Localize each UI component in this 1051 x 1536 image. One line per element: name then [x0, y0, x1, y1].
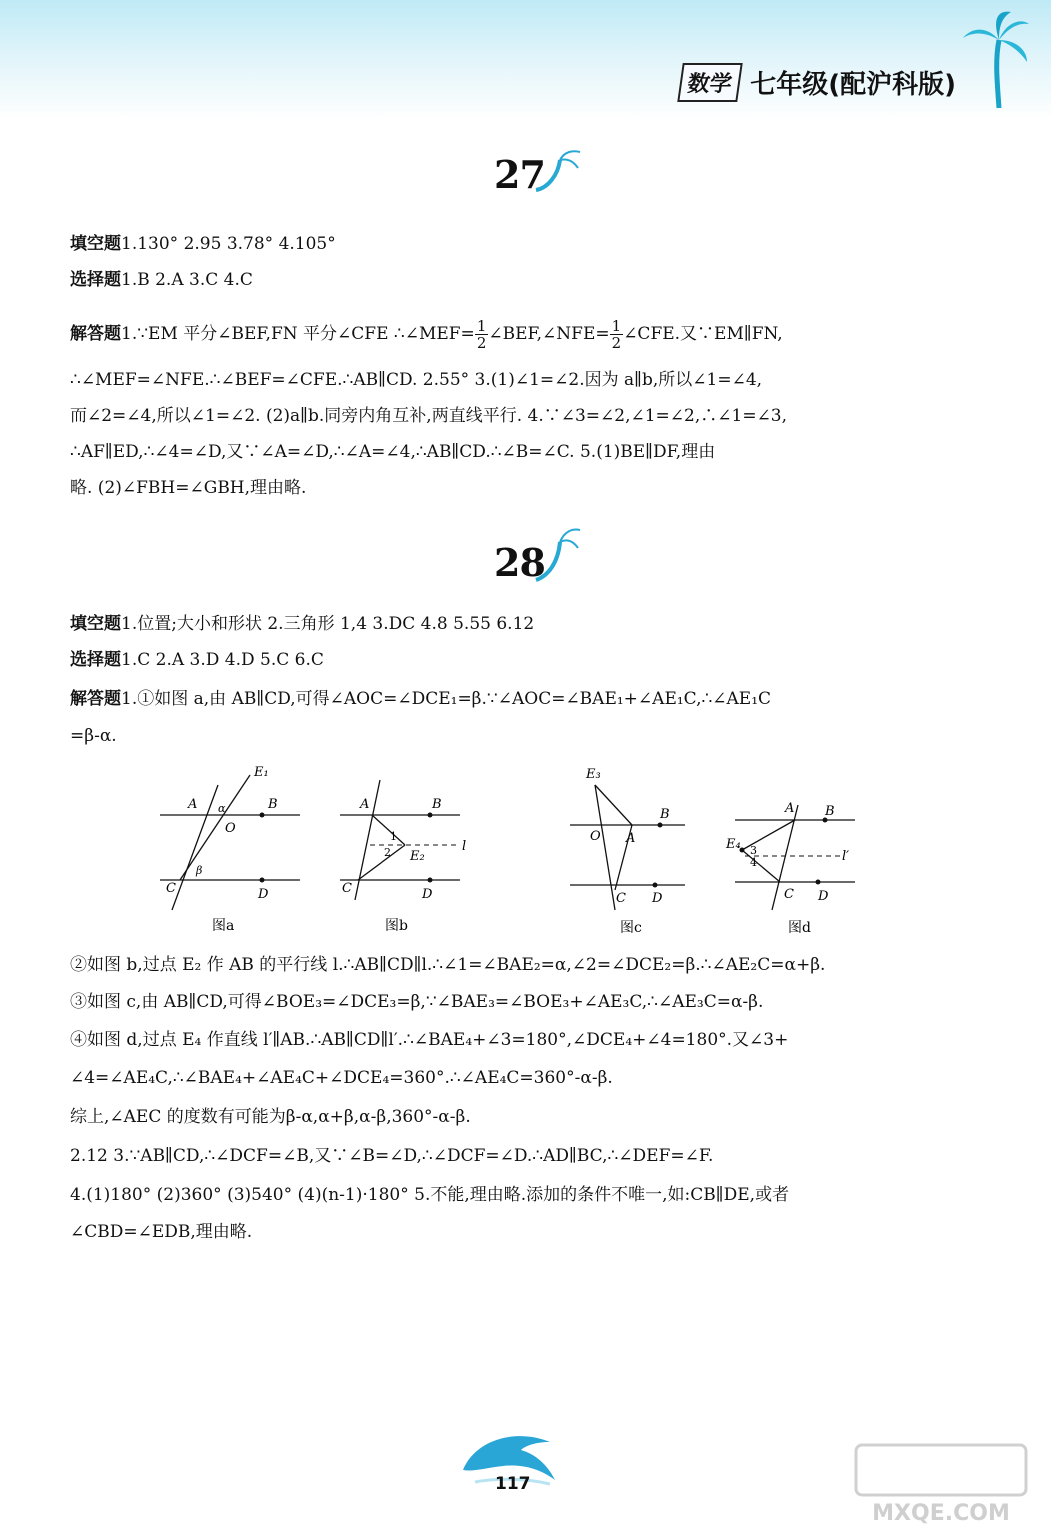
label-O: O	[590, 829, 601, 844]
label-A: A	[626, 831, 636, 846]
caption-fig-c: 图c	[620, 920, 642, 936]
label-B: B	[268, 797, 278, 812]
caption-fig-a: 图a	[212, 918, 235, 934]
swoosh-icon	[528, 518, 588, 588]
palm-tree-icon	[961, 10, 1031, 110]
subject-label: 数学	[677, 63, 742, 102]
label-D: D	[422, 887, 433, 902]
label-2: 2	[384, 846, 391, 859]
s27-answer-line-3: 而∠2=∠4,所以∠1=∠2. (2)a∥b.同旁内角互补,两直线平行. 4.∵∠3=∠2,∠1=∠2,∴∠1=∠3,	[70, 406, 788, 426]
label-D: D	[258, 887, 269, 902]
s28-answer-line-8: 2.12 3.∵AB∥CD,∴∠DCF=∠B,又∵∠B=∠D,∴∠DCF=∠D.∴AD∥BC,∴∠DEF=∠F.	[70, 1146, 714, 1166]
watermark-text: MXQE.COM	[872, 1501, 1010, 1526]
figure-c	[570, 767, 685, 936]
swoosh-icon	[528, 140, 588, 200]
figure-a	[160, 765, 300, 934]
label-B: B	[432, 797, 442, 812]
figure-b	[340, 780, 466, 934]
s28-answer-line-6: ∠4=∠AE₄C,∴∠BAE₄+∠AE₄C+∠DCE₄=360°.∴∠AE₄C=360°-α-β.	[70, 1068, 613, 1088]
s28-choice: 选择题1.C 2.A 3.D 4.D 5.C 6.C	[70, 650, 324, 670]
label-C: C	[166, 881, 176, 896]
label-E4: E₄	[726, 837, 741, 852]
s28-answer-line-7: 综上,∠AEC 的度数有可能为β-α,α+β,α-β,360°-α-β.	[70, 1107, 471, 1127]
label-O: O	[225, 821, 236, 836]
watermark-logo	[851, 1440, 1031, 1530]
label-A: A	[360, 797, 370, 812]
grade-edition-label: 七年级(配沪科版)	[750, 69, 956, 100]
book-header	[680, 62, 956, 102]
label-l-prime: l′	[842, 849, 850, 864]
s28-answer-line-4: ③如图 c,由 AB∥CD,可得∠BOE₃=∠DCE₃=β,∵∠BAE₃=∠BOE₃+∠AE₃C,∴∠AE₃C=α-β.	[70, 992, 764, 1012]
label-E3: E₃	[586, 767, 601, 782]
s27-answer-line-2: ∴∠MEF=∠NFE.∴∠BEF=∠CFE.∴AB∥CD. 2.55° 3.(1)∠1=∠2.因为 a∥b,所以∠1=∠4,	[70, 370, 763, 390]
label-C: C	[616, 891, 626, 906]
s28-answer-line-2: =β-α.	[70, 726, 117, 746]
s27-answer-line-4: ∴AF∥ED,∴∠4=∠D,又∵∠A=∠D,∴∠A=∠4,∴AB∥CD.∴∠B=∠C. 5.(1)BE∥DF,理由	[70, 442, 716, 462]
section-number-27: 27	[494, 152, 545, 197]
s28-answer-line-1: 解答题1.①如图 a,由 AB∥CD,可得∠AOC=∠DCE₁=β.∵∠AOC=∠BAE₁+∠AE₁C,∴∠AE₁C	[70, 689, 772, 709]
label-C: C	[784, 887, 794, 902]
page-number: 117	[495, 1474, 531, 1494]
s28-answer-line-10: ∠CBD=∠EDB,理由略.	[70, 1222, 253, 1242]
label-beta: β	[196, 864, 203, 877]
label-4: 4	[750, 856, 757, 869]
s27-answer-line-5: 略. (2)∠FBH=∠GBH,理由略.	[70, 478, 307, 498]
label-3: 3	[750, 844, 757, 857]
label-B: B	[825, 804, 835, 819]
label-l: l	[462, 839, 467, 854]
s28-fill-blank: 填空题1.位置;大小和形状 2.三角形 1,4 3.DC 4.8 5.55 6.12	[70, 614, 535, 634]
label-E1: E₁	[254, 765, 269, 780]
s28-answer-line-3: ②如图 b,过点 E₂ 作 AB 的平行线 l.∴AB∥CD∥l.∴∠1=∠BAE₂=α,∠2=∠DCE₂=β.∴∠AE₂C=α+β.	[70, 955, 826, 975]
fraction-half: $\frac{1}{2}$	[476, 317, 487, 352]
geometry-figures	[150, 760, 870, 940]
label-C: C	[342, 881, 352, 896]
label-A: A	[188, 797, 198, 812]
s27-answer-line-1: 解答题1.∵EM 平分∠BEF,FN 平分∠CFE ∴∠MEF= $\frac{1}{2}$ ∠BEF,∠NFE= $\frac{1}{2}$ ∠CFE.又∵EM∥FN,	[70, 317, 783, 352]
label-D: D	[652, 891, 663, 906]
header-band	[0, 0, 1051, 120]
label-E2: E₂	[410, 849, 425, 864]
caption-fig-d: 图d	[788, 920, 811, 936]
figure-d	[725, 801, 855, 936]
label-B: B	[660, 807, 670, 822]
s27-fill-blank: 填空题1.130° 2.95 3.78° 4.105°	[70, 234, 336, 254]
caption-fig-b: 图b	[385, 918, 408, 934]
label-D: D	[818, 889, 829, 904]
label-alpha: α	[218, 802, 226, 815]
label-A: A	[785, 801, 795, 816]
label-1: 1	[390, 830, 397, 843]
fraction-half: $\frac{1}{2}$	[611, 317, 622, 352]
s27-choice: 选择题1.B 2.A 3.C 4.C	[70, 270, 253, 290]
s28-answer-line-9: 4.(1)180° (2)360° (3)540° (4)(n-1)·180° 5.不能,理由略.添加的条件不唯一,如:CB∥DE,或者	[70, 1185, 790, 1205]
section-number-28: 28	[494, 540, 545, 585]
s28-answer-line-5: ④如图 d,过点 E₄ 作直线 l′∥AB.∴AB∥CD∥l′.∴∠BAE₄+∠3=180°,∠DCE₄+∠4=180°.又∠3+	[70, 1030, 789, 1050]
